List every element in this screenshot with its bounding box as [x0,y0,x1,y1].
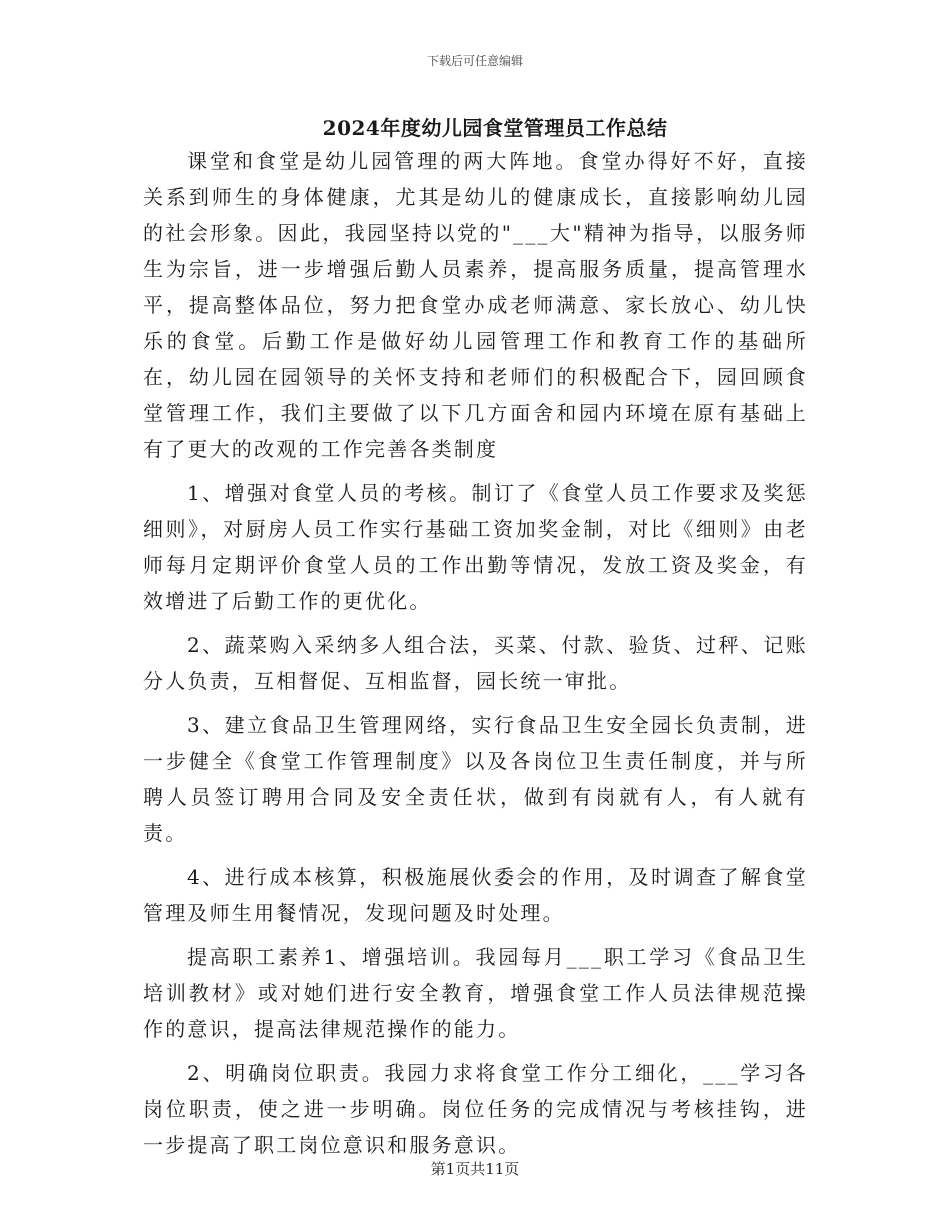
paragraph-item-2: 2、蔬菜购入采纳多人组合法，买菜、付款、验货、过秤、记账分人负责，互相督促、互相监督，园长统一审批。 [143,633,808,693]
paragraph-intro: 课堂和食堂是幼儿园管理的两大阵地。食堂办得好不好，直接关系到师生的身体健康，尤其是幼儿的健康成长，直接影响幼儿园的社会形象。因此，我园坚持以党的"___大"精神为指导，以服务师生为宗旨，进一步增强后勤人员素养，提高服务质量，提高管理水平，提高整体品位，努力把食堂办成老师满意、家长放心、幼儿快乐的食堂。后勤工作是做好幼儿园管理工作和教育工作的基础所在，幼儿园在园领导的关怀支持和老师们的积极配合下，园回顾食堂管理工作，我们主要做了以下几方面舍和园内环境在原有基础上有了更大的改观的工作完善各类制度 [143,149,808,461]
paragraph-item-3: 3、建立食品卫生管理网络，实行食品卫生安全园长负责制，进一步健全《食堂工作管理制度》以及各岗位卫生责任制度，并与所聘人员签订聘用合同及安全责任状，做到有岗就有人，有人就有责。 [143,713,808,845]
document-body [143,143,808,1171]
paragraph-training: 提高职工素养1、增强培训。我园每月___职工学习《食品卫生培训教材》或对她们进行安全教育，增强食堂工作人员法律规范操作的意识，提高法律规范操作的能力。 [143,945,808,1041]
page-number: 第1页共11页 [430,1160,520,1178]
paragraph-item-4: 4、进行成本核算，积极施展伙委会的作用，及时调查了解食堂管理及师生用餐情况，发现问题及时处理。 [143,865,808,925]
document-title: 2024年度幼儿园食堂管理员工作总结 [322,116,668,140]
page-header-note: 下载后可任意编辑 [426,54,523,68]
paragraph-item-1: 1、增强对食堂人员的考核。制订了《食堂人员工作要求及奖惩细则》，对厨房人员工作实行基础工资加奖金制，对比《细则》由老师每月定期评价食堂人员的工作出勤等情况，发放工资及奖金，有效增进了后勤工作的更优化。 [143,481,808,613]
paragraph-duties: 2、明确岗位职责。我园力求将食堂工作分工细化，___学习各岗位职责，使之进一步明确。岗位任务的完成情况与考核挂钩，进一步提高了职工岗位意识和服务意识。 [143,1061,808,1157]
